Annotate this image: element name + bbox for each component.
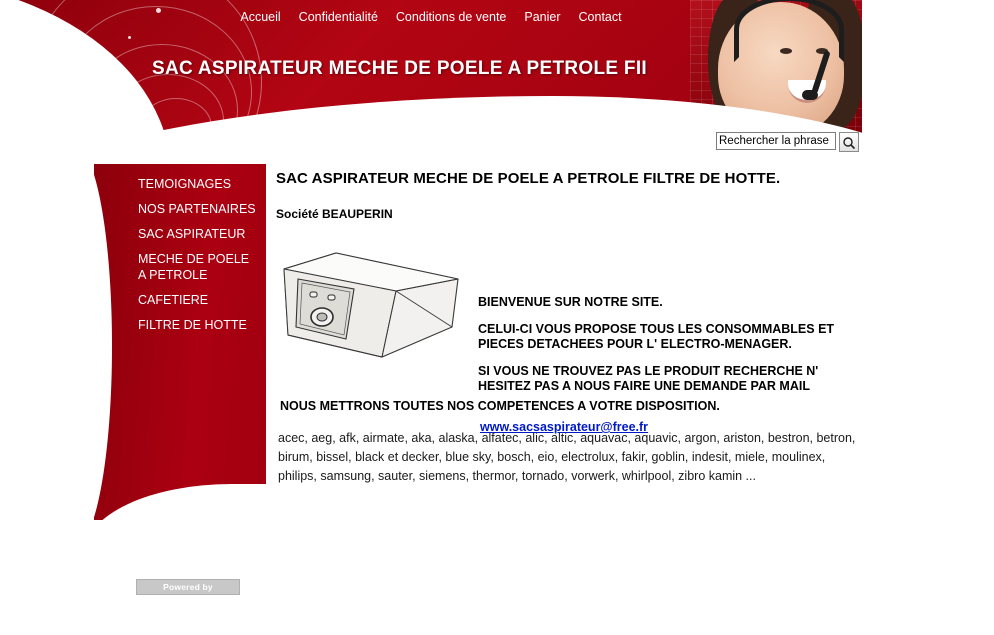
search-icon — [842, 136, 856, 150]
sidebar-left-curve-decoration — [94, 164, 112, 520]
sidebar-item-sac-aspirateur[interactable]: SAC ASPIRATEUR — [138, 227, 246, 241]
search-button[interactable] — [839, 132, 859, 152]
sidebar-item-meche-de-poele-a-petrole[interactable]: MECHE DE POELE A PETROLE — [138, 252, 250, 282]
intro-paragraph-3: SI VOUS NE TROUVEZ PAS LE PRODUIT RECHERCHE N' HESITEZ PAS A NOUS FAIRE UNE DEMANDE PAR MAIL — [478, 364, 819, 393]
sidebar-item-filtre-de-hotte[interactable]: FILTRE DE HOTTE — [138, 318, 247, 332]
search-input[interactable] — [716, 132, 836, 150]
sidebar-bottom-curve-decoration — [94, 484, 266, 520]
dot-decoration-icon — [128, 36, 131, 39]
nav-item-contact[interactable]: Contact — [578, 10, 622, 24]
company-name: Société BEAUPERIN — [276, 207, 393, 221]
nav-item-confidentialite[interactable]: Confidentialité — [298, 10, 378, 24]
banner-title: SAC ASPIRATEUR MECHE DE POELE A PETROLE FII — [152, 58, 647, 79]
top-navigation — [0, 9, 862, 24]
sidebar-item-cafetiere[interactable]: CAFETIERE — [138, 293, 209, 307]
sidebar — [94, 164, 266, 520]
powered-by-shopfactory-badge[interactable]: Powered by ShopFactory — [136, 579, 240, 595]
vacuum-cleaner-bag-drawing — [276, 235, 466, 375]
sidebar-item-temoignages[interactable]: TEMOIGNAGES — [138, 177, 232, 191]
intro-paragraph-2: CELUI-CI VOUS PROPOSE TOUS LES CONSOMMABLES ET PIECES DETACHEES POUR L' ELECTRO-MENAGER. — [478, 322, 835, 351]
intro-paragraph-1: BIENVENUE SUR NOTRE SITE. — [478, 295, 663, 309]
competence-line: NOUS METTRONS TOUTES NOS COMPETENCES A VOTRE DISPOSITION. — [280, 399, 720, 413]
sidebar-item-nos-partenaires[interactable]: NOS PARTENAIRES — [138, 202, 256, 216]
intro-text-block — [478, 295, 868, 434]
nav-item-panier[interactable]: Panier — [524, 10, 561, 24]
headset-mic-tip-icon — [802, 90, 818, 100]
sidebar-navigation — [138, 176, 258, 342]
brand-list: acec, aeg, afk, airmate, aka, alaska, alfatec, alic, altic, aquavac, aquavic, argon, ariston, bestron, betron, birum, bissel, black et decker, blue sky, bosch, eio, electrolux, fakir, goblin, indesit, miele, moulinex, philips, samsung, sauter, siemens, thermor, tornado, vorwerk, whirlpool, zibro kamin ... — [278, 431, 856, 483]
page-title: SAC ASPIRATEUR MECHE DE POELE A PETROLE FILTRE DE HOTTE. — [276, 170, 781, 187]
contact-mail-link[interactable]: www.sacsaspirateur@free.fr — [480, 420, 649, 434]
nav-item-conditions-de-vente[interactable]: Conditions de vente — [395, 10, 507, 24]
nav-item-accueil[interactable]: Accueil — [240, 10, 281, 24]
search-bar — [716, 132, 862, 152]
main-content — [276, 170, 876, 486]
